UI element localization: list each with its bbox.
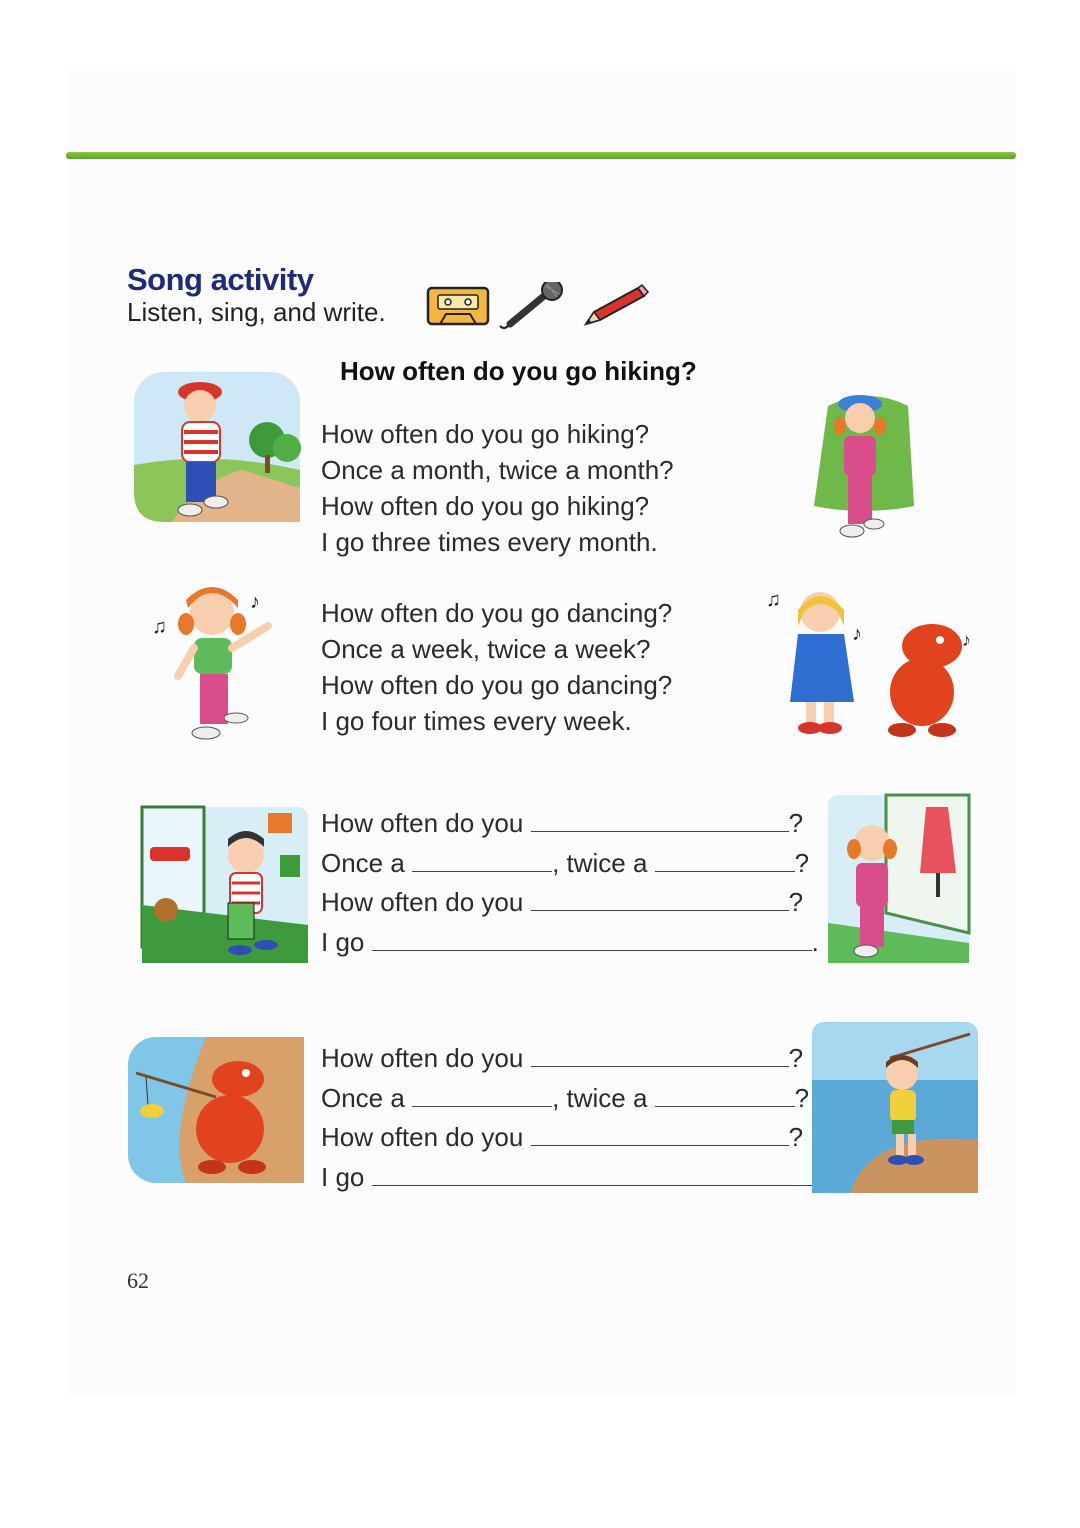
fill-in-verse-2 <box>321 1039 819 1197</box>
prompt-text: How often do you <box>321 1043 524 1073</box>
prompt-text: How often do you <box>321 1122 524 1152</box>
prompt-text: I go <box>321 926 365 957</box>
verse-line: Once a week, twice a week? <box>321 634 651 664</box>
verse-line: I go three times every month. <box>321 527 658 557</box>
answer-blank[interactable] <box>531 807 789 832</box>
question-mark: ? <box>794 1082 810 1113</box>
prompt-text: , twice a <box>552 1082 648 1113</box>
verse-line: Once a month, twice a month? <box>321 455 674 485</box>
prompt-text: , twice a <box>552 847 648 878</box>
dinosaur-fishing-illustration <box>126 1035 306 1185</box>
girl-dancing-illustration <box>150 578 285 748</box>
verse-line: How often do you go dancing? <box>321 670 673 700</box>
answer-blank[interactable] <box>531 886 789 911</box>
svg-text:♪: ♪ <box>250 591 260 613</box>
song-verse-1 <box>321 416 674 560</box>
prompt-text: I go <box>321 1161 365 1192</box>
answer-blank[interactable] <box>531 1042 789 1067</box>
cassette-icon <box>428 288 488 324</box>
answer-blank[interactable] <box>412 847 552 872</box>
answer-blank[interactable] <box>372 926 812 951</box>
boy-fishing-illustration <box>810 1020 980 1195</box>
answer-blank[interactable] <box>412 1082 552 1107</box>
answer-blank[interactable] <box>372 1161 812 1186</box>
svg-text:♫: ♫ <box>152 616 167 638</box>
prompt-text: Once a <box>321 847 405 878</box>
question-mark: ? <box>788 887 804 917</box>
period: . <box>811 926 819 957</box>
answer-blank[interactable] <box>655 1082 795 1107</box>
instruction-text: Listen, sing, and write. <box>127 297 386 327</box>
girl-window-shopping-illustration <box>826 793 971 965</box>
green-divider <box>66 152 1016 159</box>
question-mark: ? <box>794 847 810 878</box>
svg-text:♪: ♪ <box>852 623 862 645</box>
verse-line: How often do you go hiking? <box>321 419 650 449</box>
question-mark: ? <box>788 1043 804 1073</box>
page-number: 62 <box>127 1268 149 1293</box>
verse-line: I go four times every week. <box>321 706 632 736</box>
girl-hiking-illustration <box>808 386 920 546</box>
boy-shopping-illustration <box>140 805 310 965</box>
prompt-text: How often do you <box>321 887 524 917</box>
activity-icons <box>426 282 656 332</box>
section-heading: Song activity <box>127 262 314 297</box>
pencil-icon <box>586 285 648 324</box>
prompt-text: Once a <box>321 1082 405 1113</box>
fill-in-verse-1 <box>321 804 819 962</box>
svg-text:♫: ♫ <box>766 589 781 611</box>
question-mark: ? <box>788 1122 804 1152</box>
answer-blank[interactable] <box>531 1121 789 1146</box>
song-title: How often do you go hiking? <box>340 356 697 386</box>
answer-blank[interactable] <box>655 847 795 872</box>
microphone-icon <box>500 282 562 328</box>
verse-line: How often do you go hiking? <box>321 491 650 521</box>
girl-and-dinosaur-illustration <box>762 582 982 742</box>
song-verse-2 <box>321 595 672 739</box>
svg-text:♪: ♪ <box>962 630 971 650</box>
prompt-text: How often do you <box>321 808 524 838</box>
verse-line: How often do you go dancing? <box>321 598 673 628</box>
question-mark: ? <box>788 808 804 838</box>
boy-hiking-illustration <box>132 370 302 525</box>
